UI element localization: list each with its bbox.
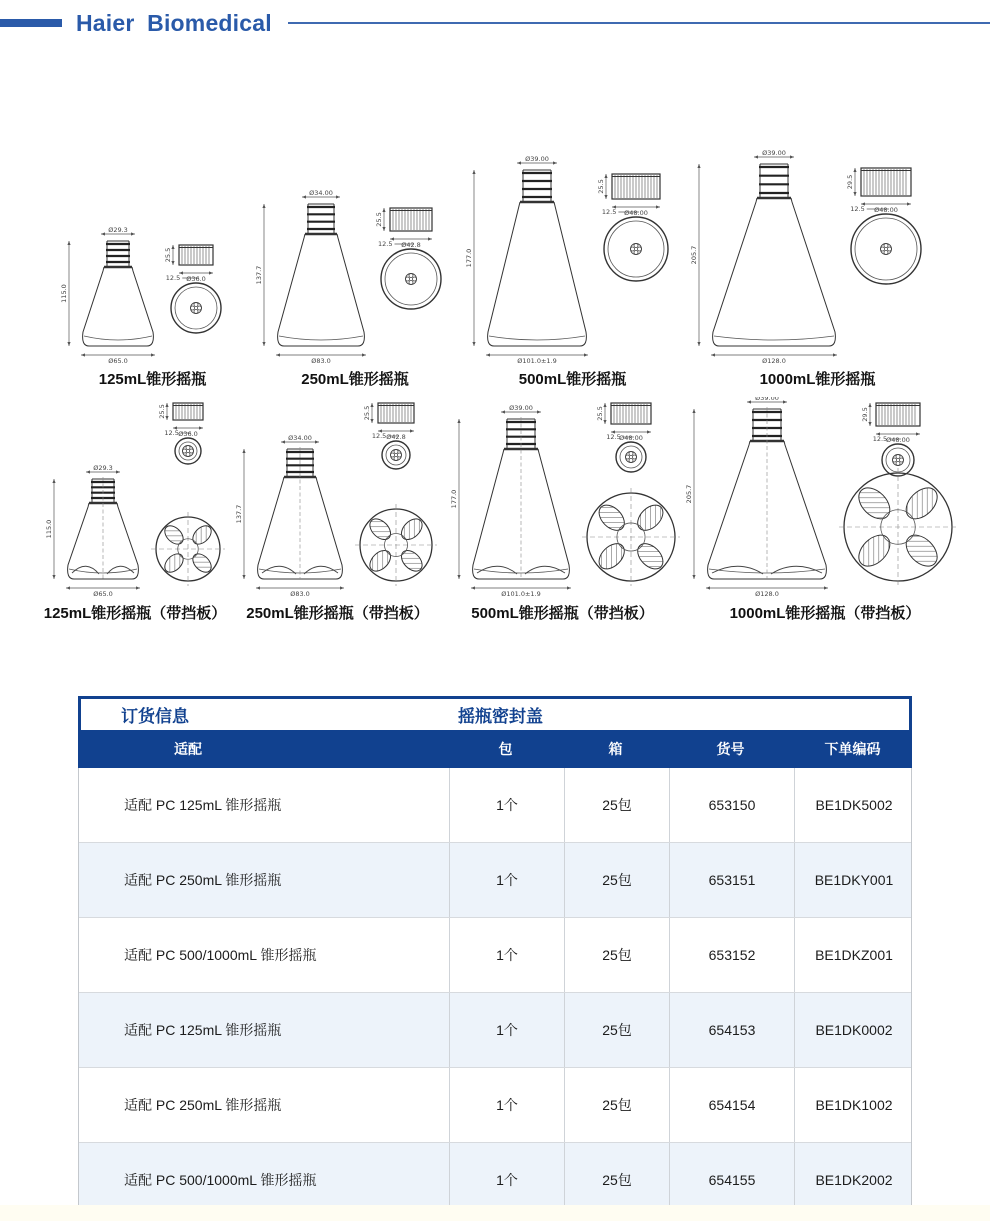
flask-drawing-cell — [250, 148, 460, 392]
dimension-label: Ø48.00 — [619, 434, 643, 442]
dimension-label: 12.5 — [378, 240, 393, 248]
flask-technical-drawing — [680, 397, 970, 597]
flask-front-view — [465, 155, 588, 363]
cell-fit: 适配 PC 250mL 锥形摇瓶 — [124, 872, 282, 888]
table-body — [78, 768, 912, 1219]
logo-biomedical: Biomedical — [147, 9, 272, 36]
flask-drawing-cell — [680, 397, 970, 626]
table-header-row — [78, 730, 912, 768]
section-title: 订货信息 — [121, 707, 189, 726]
flask-caption: 250mL锥形摇瓶（带挡板） — [246, 605, 429, 622]
baffle-bottom-view — [839, 468, 957, 586]
dimension-label: 29.5 — [846, 174, 854, 190]
flask-drawing-cell — [460, 148, 685, 392]
dimension-label: Ø39.00 — [755, 397, 779, 402]
column-header: 下单编码 — [824, 741, 881, 757]
dimension-label: Ø65.0 — [108, 357, 128, 363]
flask-drawing-cell — [230, 397, 445, 626]
cell-fit: 适配 PC 125mL 锥形摇瓶 — [124, 1022, 282, 1038]
cap-view — [363, 403, 414, 441]
flask-caption: 500mL锥形摇瓶 — [518, 371, 627, 388]
brand-header — [0, 0, 990, 46]
cell-box: 25包 — [564, 918, 669, 992]
cap-view — [596, 403, 651, 442]
cell-box: 25包 — [564, 843, 669, 917]
header-rule — [288, 22, 990, 25]
flask-caption: 125mL锥形摇瓶（带挡板） — [43, 605, 227, 622]
column-header: 包 — [498, 741, 513, 757]
flask-caption: 125mL锥形摇瓶 — [98, 371, 207, 388]
cap-view — [861, 403, 920, 444]
cell-pack: 1个 — [449, 768, 564, 842]
flask-technical-drawing — [230, 397, 445, 597]
dimension-label: 12.5 — [850, 205, 865, 213]
flask-technical-drawing — [445, 397, 680, 597]
flask-technical-drawing — [460, 148, 685, 363]
cell-pack: 1个 — [449, 918, 564, 992]
dimension-label: 137.7 — [235, 504, 243, 524]
table-row — [79, 768, 911, 842]
flask-drawing-cell — [40, 397, 230, 626]
flask-technical-drawing — [685, 148, 950, 363]
flask-front-view — [45, 464, 140, 597]
dimension-label: 29.5 — [861, 407, 869, 422]
dimension-label: Ø83.0 — [311, 357, 331, 363]
cell-order_code: BE1DK2002 — [794, 1143, 913, 1217]
cell-item_no: 653151 — [669, 843, 794, 917]
table-title-bar — [78, 696, 912, 730]
flask-caption: 250mL锥形摇瓶 — [301, 371, 409, 388]
dimension-label: Ø39.00 — [525, 155, 549, 163]
cell-pack: 1个 — [449, 843, 564, 917]
flask-drawing-cell — [55, 148, 250, 392]
flask-technical-drawing — [55, 148, 250, 363]
flask-front-view — [235, 434, 344, 597]
dimension-label: 115.0 — [45, 519, 53, 539]
ordering-section — [78, 696, 912, 1219]
cell-box: 25包 — [564, 993, 669, 1067]
cell-item_no: 653150 — [669, 768, 794, 842]
dimension-label: Ø101.0±1.9 — [501, 590, 541, 597]
cell-pack: 1个 — [449, 1068, 564, 1142]
cell-item_no: 654154 — [669, 1068, 794, 1142]
logo-haier: Haier — [76, 9, 135, 36]
dimension-label: Ø65.0 — [93, 590, 113, 597]
cell-order_code: BE1DKY001 — [794, 843, 913, 917]
flask-caption: 1000mL锥形摇瓶（带挡板） — [729, 605, 921, 622]
dimension-label: Ø128.0 — [762, 357, 786, 363]
cell-item_no: 653152 — [669, 918, 794, 992]
column-header: 箱 — [608, 741, 623, 757]
flask-technical-drawing — [250, 148, 460, 363]
dimension-label: Ø39.00 — [762, 149, 786, 157]
dimension-label: 177.0 — [450, 489, 458, 509]
dimension-label: Ø42.8 — [401, 241, 421, 249]
cell-item_no: 654153 — [669, 993, 794, 1067]
dimension-label: 205.7 — [690, 245, 698, 265]
baffle-bottom-view — [582, 488, 680, 586]
dimension-label: Ø42.8 — [386, 433, 406, 441]
dimension-label: Ø36.0 — [186, 275, 206, 283]
dimension-label: 25.5 — [363, 405, 371, 421]
flask-caption: 1000mL锥形摇瓶 — [759, 371, 876, 388]
table-row — [79, 917, 911, 992]
dimension-label: Ø48.00 — [886, 436, 910, 444]
flask-front-view — [255, 189, 366, 363]
flask-drawing-cell — [445, 397, 680, 626]
cell-order_code: BE1DK5002 — [794, 768, 913, 842]
cell-order_code: BE1DKZ001 — [794, 918, 913, 992]
dimension-label: Ø48.00 — [874, 206, 898, 214]
dimension-label: Ø34.00 — [288, 434, 312, 442]
cell-fit: 适配 PC 500/1000mL 锥形摇瓶 — [124, 1172, 317, 1188]
dimension-label: Ø83.0 — [290, 590, 310, 597]
dimension-label: Ø34.00 — [309, 189, 333, 197]
haier-biomedical-logo — [76, 10, 272, 37]
cell-pack: 1个 — [449, 993, 564, 1067]
flask-drawings-section — [0, 46, 990, 626]
footer-strip — [0, 1205, 990, 1221]
product-title: 摇瓶密封盖 — [458, 707, 543, 726]
dimension-label: 137.7 — [255, 265, 263, 285]
cell-item_no: 654155 — [669, 1143, 794, 1217]
cell-fit: 适配 PC 125mL 锥形摇瓶 — [124, 797, 282, 813]
dimension-label: Ø48.00 — [624, 209, 648, 217]
drawings-row-baffled — [0, 397, 990, 626]
dimension-label: 12.5 — [872, 435, 888, 443]
flask-technical-drawing — [40, 397, 230, 597]
brand-bar — [0, 19, 62, 27]
dimension-label: 205.7 — [685, 484, 693, 504]
drawings-row-plain — [0, 148, 990, 392]
dimension-label: 177.0 — [465, 248, 473, 268]
cap-top-view — [378, 240, 441, 309]
cap-top-view — [166, 274, 221, 333]
cell-pack: 1个 — [449, 1143, 564, 1217]
dimension-label: Ø128.0 — [755, 590, 779, 597]
flask-drawing-cell — [685, 148, 950, 392]
cell-box: 25包 — [564, 1068, 669, 1142]
dimension-label: 12.5 — [601, 208, 617, 216]
flask-front-view — [60, 226, 155, 363]
dimension-label: 115.0 — [60, 284, 68, 303]
cell-fit: 适配 PC 250mL 锥形摇瓶 — [124, 1097, 282, 1113]
table-row — [79, 842, 911, 917]
dimension-label: 25.5 — [375, 212, 383, 227]
column-header: 适配 — [174, 741, 202, 757]
cell-box: 25包 — [564, 768, 669, 842]
dimension-label: 25.5 — [596, 406, 604, 421]
flask-front-view — [685, 397, 828, 597]
cap-top-view — [602, 208, 668, 281]
baffle-bottom-view — [355, 504, 437, 586]
flask-front-view — [450, 404, 571, 597]
flask-front-view — [690, 149, 837, 363]
cap-top-view — [850, 205, 921, 284]
dimension-label: Ø29.3 — [108, 226, 128, 234]
table-row — [79, 1067, 911, 1142]
table-row — [79, 992, 911, 1067]
dimension-label: 12.5 — [165, 274, 181, 282]
cell-order_code: BE1DK0002 — [794, 993, 913, 1067]
dimension-label: 25.5 — [597, 179, 605, 194]
dimension-label: Ø36.0 — [178, 430, 198, 438]
column-header: 货号 — [716, 741, 745, 757]
cell-order_code: BE1DK1002 — [794, 1068, 913, 1142]
dimension-label: 12.5 — [371, 432, 387, 440]
dimension-label: 12.5 — [164, 429, 179, 437]
dimension-label: 12.5 — [606, 433, 621, 441]
cell-box: 25包 — [564, 1143, 669, 1217]
dimension-label: Ø101.0±1.9 — [517, 357, 557, 363]
cell-fit: 适配 PC 500/1000mL 锥形摇瓶 — [124, 947, 317, 963]
dimension-label: Ø29.3 — [93, 464, 113, 472]
dimension-label: 25.5 — [164, 247, 172, 263]
baffle-bottom-view — [151, 512, 225, 586]
dimension-label: 25.5 — [158, 404, 166, 419]
flask-caption: 500mL锥形摇瓶（带挡板） — [471, 605, 654, 622]
dimension-label: Ø39.00 — [509, 404, 533, 412]
